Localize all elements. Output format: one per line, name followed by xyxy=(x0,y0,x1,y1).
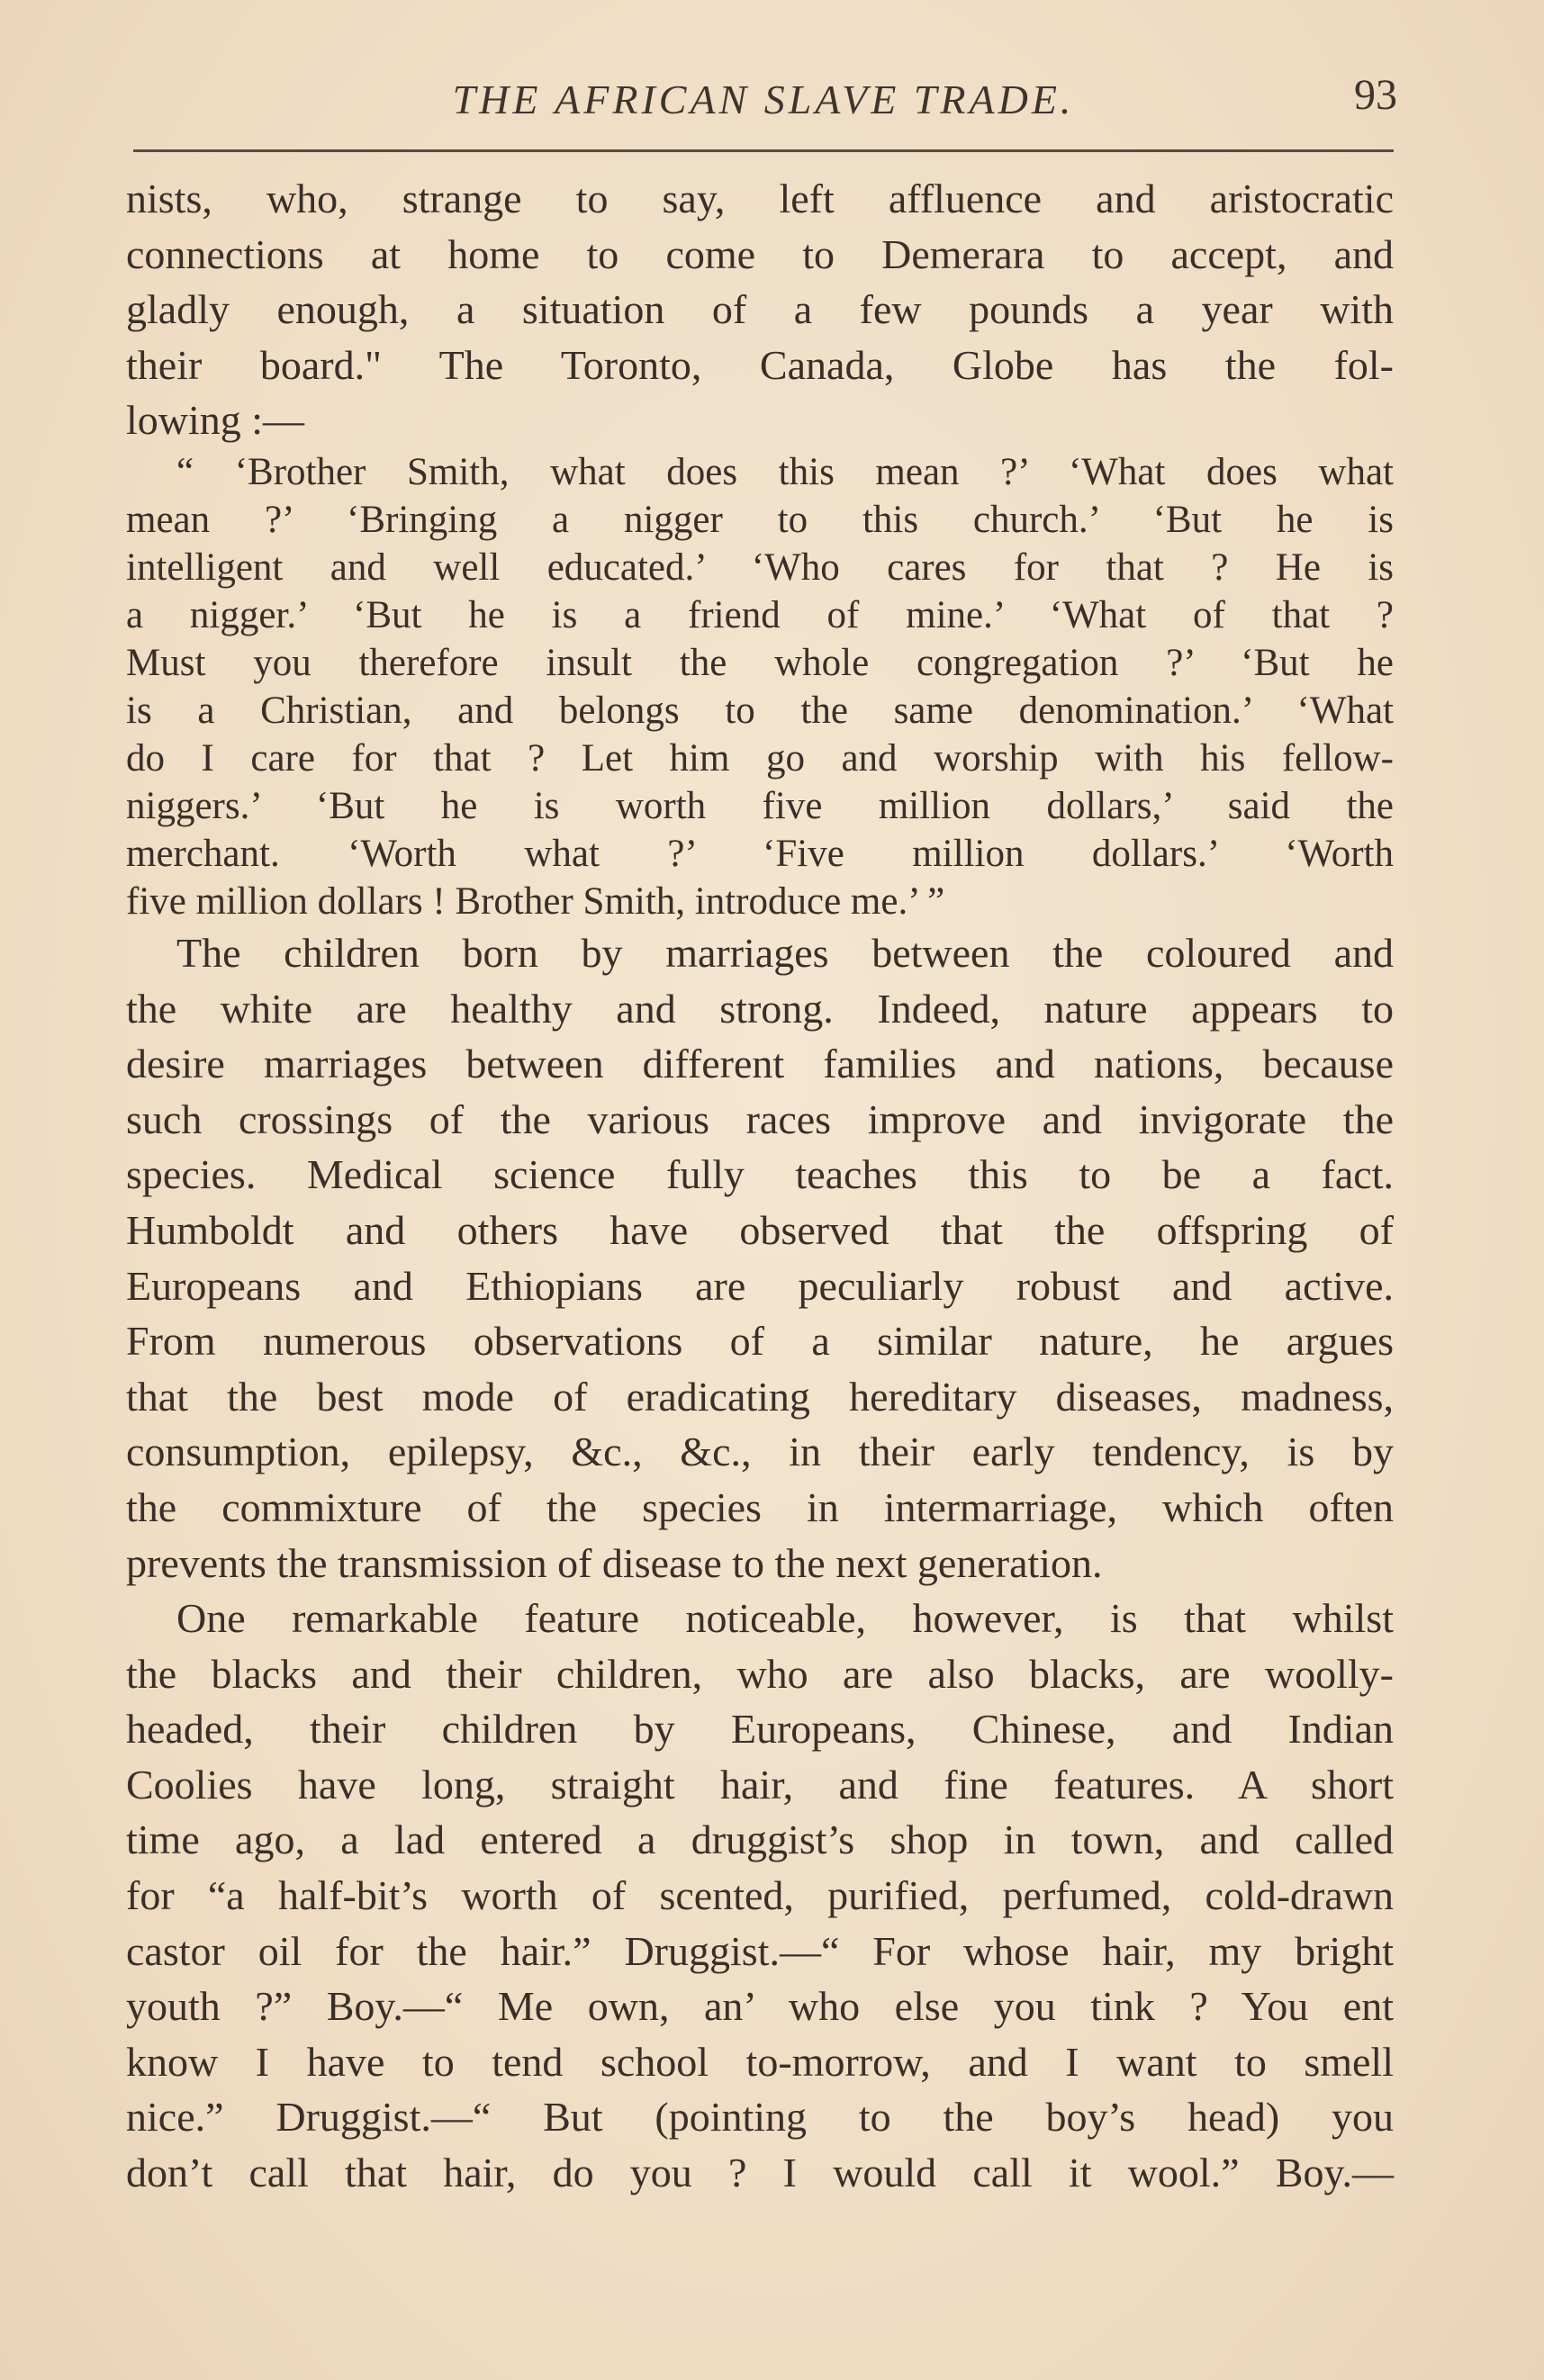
text-line: Europeans and Ethiopians are peculiarly robust and active. xyxy=(126,1262,1394,1309)
quote-line: niggers.’ ‘But he is worth five million dollars,’ said the xyxy=(126,784,1394,827)
text-line: time ago, a lad entered a druggist’s shop in town, and called xyxy=(126,1817,1394,1863)
paragraph-3 xyxy=(126,1591,1394,2201)
page-header xyxy=(133,65,1397,137)
body-text xyxy=(126,171,1394,2201)
text-line: gladly enough, a situation of a few pounds a year with xyxy=(126,286,1394,333)
quote-line: do I care for that ? Let him go and worship with his fellow- xyxy=(126,736,1394,780)
text-line: the commixture of the species in intermarriage, which often xyxy=(126,1483,1394,1530)
quote-line: “ ‘Brother Smith, what does this mean ?’ ‘What does what xyxy=(176,450,1394,493)
text-line: castor oil for the hair.” Druggist.—“ For whose hair, my bright xyxy=(126,1927,1394,1974)
quote-line: merchant. ‘Worth what ?’ ‘Five million dollars.’ ‘Worth xyxy=(126,832,1394,875)
text-line: prevents the transmission of disease to the next generation. xyxy=(126,1539,1103,1586)
quote-line: is a Christian, and belongs to the same denomination.’ ‘What xyxy=(126,689,1394,732)
paragraph-2 xyxy=(126,925,1394,1591)
quote-line: five million dollars ! Brother Smith, introduce me.’ ” xyxy=(126,879,945,923)
text-line: species. Medical science fully teaches this to be a fact. xyxy=(126,1151,1394,1198)
text-line: connections at home to come to Demerara to accept, and xyxy=(126,230,1394,277)
text-line: Humboldt and others have observed that the offspring of xyxy=(126,1206,1394,1253)
text-line: for “a half-bit’s worth of scented, purified, perfumed, cold-drawn xyxy=(126,1872,1394,1919)
text-line: One remarkable feature noticeable, however, is that whilst xyxy=(176,1595,1394,1642)
text-line: headed, their children by Europeans, Chinese, and Indian xyxy=(126,1706,1394,1753)
text-line: nice.” Druggist.—“ But (pointing to the boy’s head) you xyxy=(126,2094,1394,2141)
text-line: the white are healthy and strong. Indeed, nature appears to xyxy=(126,985,1394,1032)
text-line: youth ?” Boy.—“ Me own, an’ who else you tink ? You ent xyxy=(126,1983,1394,2030)
text-line: desire marriages between different families and nations, because xyxy=(126,1041,1394,1087)
header-rule xyxy=(133,149,1394,152)
text-line: such crossings of the various races improve and invigorate the xyxy=(126,1095,1394,1142)
text-line: lowing :— xyxy=(126,397,305,444)
quote-line: mean ?’ ‘Bringing a nigger to this church.’ ‘But he is xyxy=(126,498,1394,541)
quote-line: a nigger.’ ‘But he is a friend of mine.’ ‘What of that ? xyxy=(126,593,1394,636)
quoted-passage xyxy=(126,448,1394,925)
text-line: know I have to tend school to-morrow, and I want to smell xyxy=(126,2038,1394,2085)
text-line: The children born by marriages between the coloured and xyxy=(176,929,1394,976)
text-line: Coolies have long, straight hair, and fine features. A short xyxy=(126,1761,1394,1808)
text-line: the blacks and their children, who are also blacks, are woolly- xyxy=(126,1650,1394,1697)
text-line: nists, who, strange to say, left affluence and aristocratic xyxy=(126,176,1394,221)
page-number: 93 xyxy=(1354,71,1397,119)
quote-line: Must you therefore insult the whole congregation ?’ ‘But he xyxy=(126,641,1394,684)
text-line: their board." The Toronto, Canada, Globe has the fol- xyxy=(126,341,1394,388)
text-line: don’t call that hair, do you ? I would call it wool.” Boy.— xyxy=(126,2150,1394,2196)
running-title: THE AFRICAN SLAVE TRADE. xyxy=(452,77,1075,122)
paragraph-1 xyxy=(126,171,1394,448)
text-line: From numerous observations of a similar nature, he argues xyxy=(126,1318,1394,1365)
text-line: that the best mode of eradicating hereditary diseases, madness, xyxy=(126,1373,1394,1420)
text-line: consumption, epilepsy, &c., &c., in their early tendency, is by xyxy=(126,1429,1394,1475)
quote-line: intelligent and well educated.’ ‘Who cares for that ? He is xyxy=(126,545,1394,589)
